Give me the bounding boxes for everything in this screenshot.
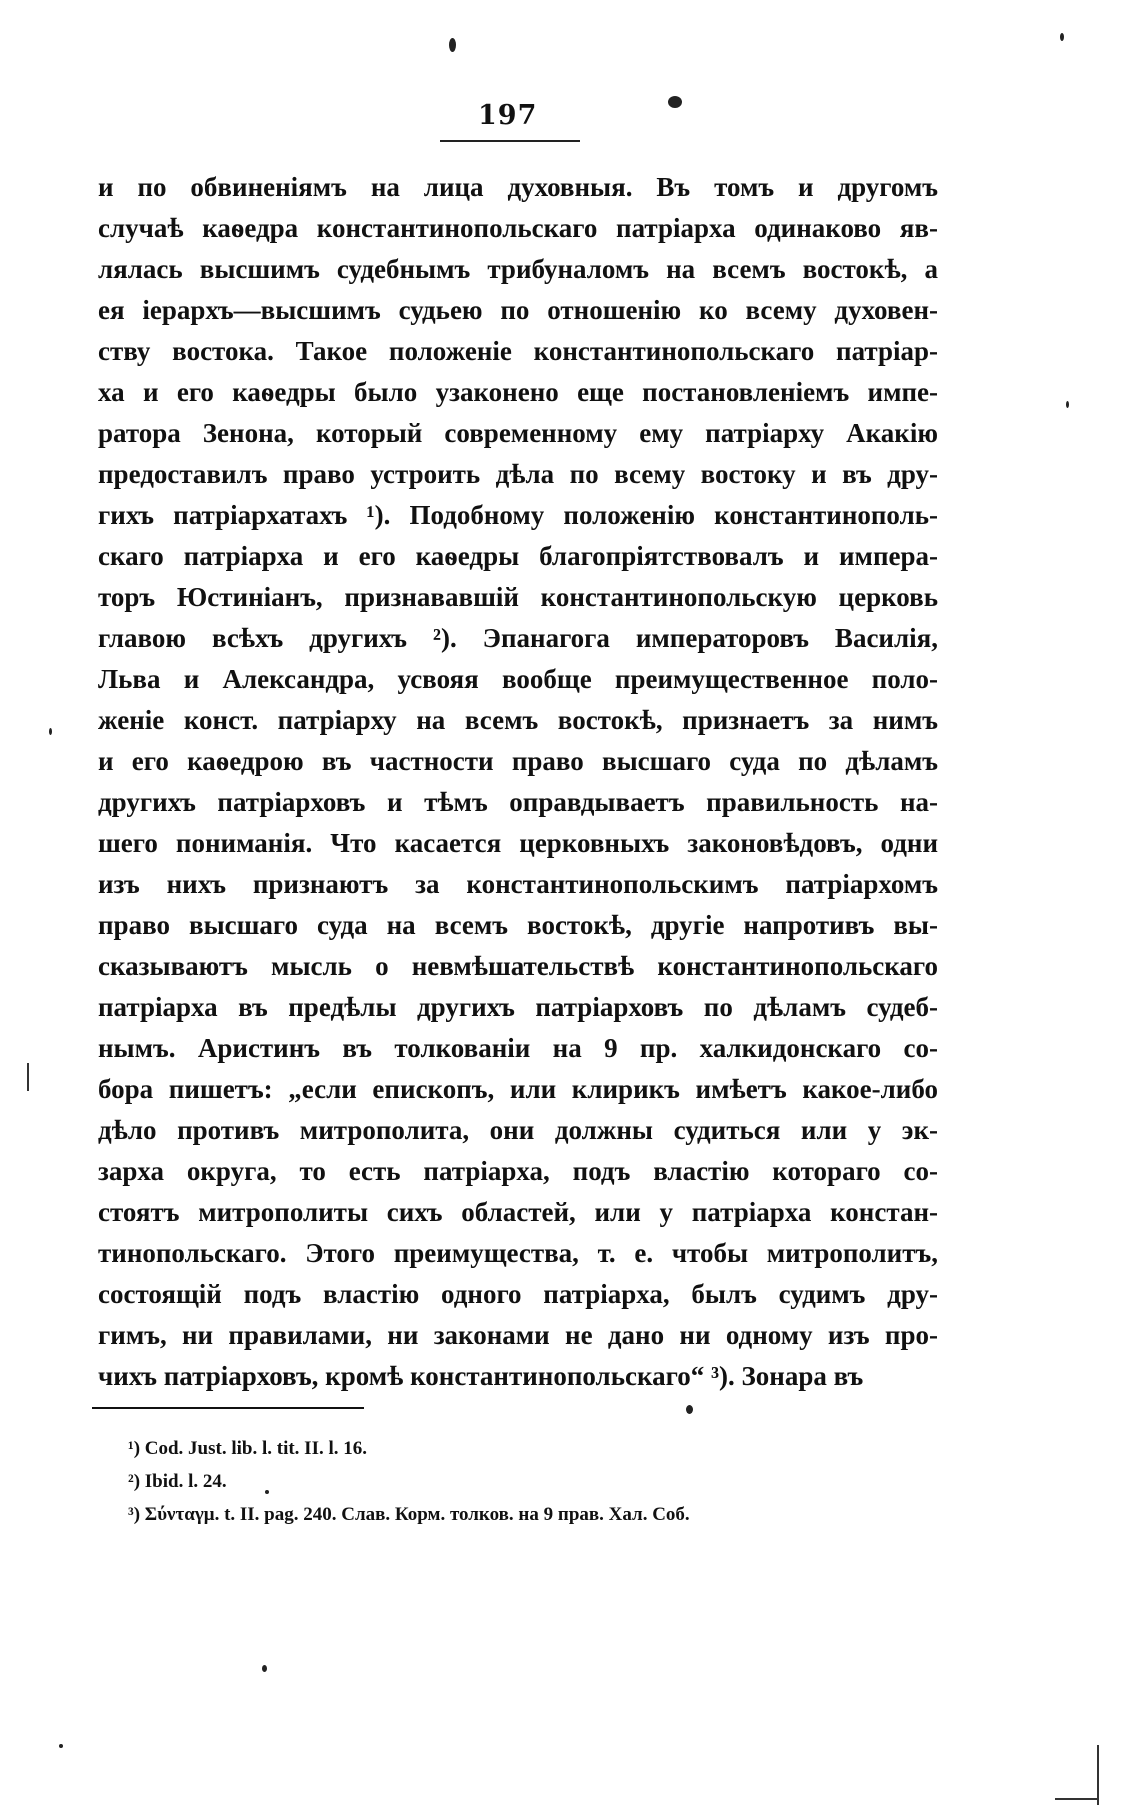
text-line: нымъ. Аристинъ въ толкованіи на 9 пр. халкидонскаго со- [98, 1033, 938, 1063]
text-line: лялась высшимъ судебнымъ трибуналомъ на всемъ востокѣ, а [98, 254, 938, 284]
scan-speck [49, 728, 52, 735]
text-line: гихъ патріархатахъ ¹). Подобному положенію константинополь- [98, 500, 938, 530]
text-line: зарха округа, то есть патріарха, подъ властію котораго со- [98, 1156, 938, 1186]
scan-mark [27, 1063, 29, 1091]
scan-speck [262, 1665, 267, 1672]
text-line: чихъ патріарховъ, кромѣ константинопольскаго“ ³). Зонара въ [98, 1361, 864, 1391]
scan-speck [668, 96, 682, 108]
text-line: и по обвиненіямъ на лица духовныя. Въ томъ и другомъ [98, 172, 938, 202]
text-line: стоятъ митрополиты сихъ областей, или у патріарха констан- [98, 1197, 938, 1227]
text-line: ея іерархъ—высшимъ судьею по отношенію ко всему духовен- [98, 295, 938, 325]
text-line: состоящій подъ властію одного патріарха, былъ судимъ дру- [98, 1279, 938, 1309]
text-line: и его каѳедрою въ частности право высшаго суда по дѣламъ [98, 746, 938, 776]
text-line: предоставилъ право устроить дѣла по всему востоку и въ дру- [98, 459, 938, 489]
text-line: женіе конст. патріарху на всемъ востокѣ, признаетъ за нимъ [98, 705, 938, 735]
scan-mark [1097, 1745, 1099, 1805]
header-rule [440, 140, 580, 142]
scan-mark [1055, 1798, 1099, 1800]
text-line: ству востока. Такое положеніе константинопольскаго патріар- [98, 336, 938, 366]
footnotes [128, 1432, 928, 1531]
scan-speck [59, 1744, 63, 1748]
text-line: изъ нихъ признаютъ за константинопольскимъ патріархомъ [98, 869, 938, 899]
text-line: шего пониманія. Что касается церковныхъ законовѣдовъ, одни [98, 828, 938, 858]
text-line: скаго патріарха и его каѳедры благопріятствовалъ и импера- [98, 541, 938, 571]
text-line: другихъ патріарховъ и тѣмъ оправдываетъ правильность на- [98, 787, 938, 817]
scan-speck [265, 1490, 269, 1494]
text-line: тинопольскаго. Этого преимущества, т. е. чтобы митрополитъ, [98, 1238, 938, 1268]
footnote-rule [92, 1407, 364, 1409]
text-line: гимъ, ни правилами, ни законами не дано ни одному изъ про- [98, 1320, 938, 1350]
scan-speck [686, 1405, 693, 1414]
text-line: главою всѣхъ другихъ ²). Эпанагога императоровъ Василія, [98, 623, 938, 653]
text-line: случаѣ каѳедра константинопольскаго патріарха одинаково яв- [98, 213, 938, 243]
text-line: право высшаго суда на всемъ востокѣ, другіе напротивъ вы- [98, 910, 938, 940]
text-line: дѣло противъ митрополита, они должны судиться или у эк- [98, 1115, 938, 1145]
text-line: Льва и Александра, усвояя вообще преимущественное поло- [98, 664, 938, 694]
text-line: бора пишетъ: „если епископъ, или клирикъ имѣетъ какое-либо [98, 1074, 938, 1104]
page-number: 197 [478, 100, 538, 131]
main-text [98, 167, 938, 1397]
scan-speck [1060, 33, 1064, 41]
footnote: ³) Σύνταγμ. t. II. pag. 240. Слав. Корм. толков. на 9 прав. Хал. Соб. [128, 1504, 690, 1525]
scan-speck [449, 38, 456, 52]
text-line: торъ Юстиніанъ, признававшій константинопольскую церковь [98, 582, 938, 612]
text-line: сказываютъ мысль о невмѣшательствѣ константинопольскаго [98, 951, 938, 981]
footnote: ²) Ibid. l. 24. [128, 1471, 227, 1492]
text-line: патріарха въ предѣлы другихъ патріарховъ по дѣламъ судеб- [98, 992, 938, 1022]
footnote: ¹) Cod. Just. lib. l. tit. II. l. 16. [128, 1438, 368, 1459]
text-line: ха и его каѳедры было узаконено еще постановленіемъ импе- [98, 377, 938, 407]
text-line: ратора Зенона, который современному ему патріарху Акакію [98, 418, 938, 448]
scan-speck [1066, 401, 1069, 408]
